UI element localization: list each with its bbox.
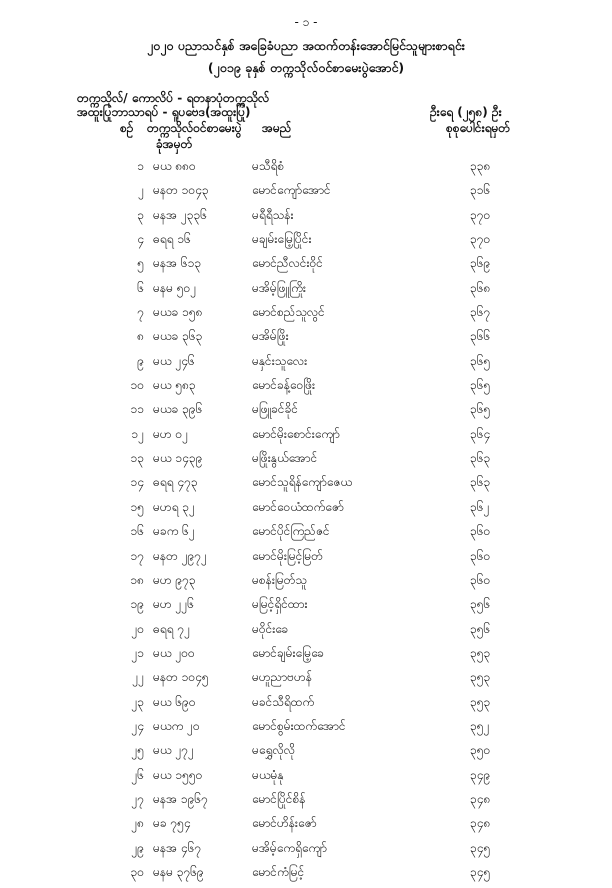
table-row [0, 742, 612, 766]
row-number: ၁၇ [130, 548, 144, 563]
roll-number: မယ ၂၄၆ [153, 353, 195, 368]
column-header-marks: စုစုပေါင်းရမှတ် [446, 121, 511, 135]
table-row [0, 840, 612, 864]
roll-number: မဟ ၂၂၆ [153, 597, 194, 612]
table-row [0, 207, 612, 231]
roll-number: မယက ၂၀ [153, 718, 200, 733]
student-name: မောင်ညီလင်းဝိုင် [252, 256, 323, 271]
student-name: မောင်ဟိန်းဇော် [252, 816, 317, 831]
row-number: ၂၃ [131, 694, 144, 709]
table-row [0, 621, 612, 645]
total-marks: ၃၃၈ [470, 159, 491, 173]
total-marks: ၃၆၄ [470, 426, 491, 441]
roll-number: မနအ ၁၉၆၇ [153, 791, 208, 806]
row-number: ၆ [137, 280, 144, 295]
roll-number: မနမ ၃၇၆၉ [153, 864, 204, 879]
row-number: ၈ [137, 329, 144, 344]
subject-line: အထူးပြုဘာသာရပ် - ရူပဗေဒ(အထူးပြု) [77, 105, 251, 119]
table-row [0, 864, 612, 888]
total-marks: ၃၆၆ [470, 329, 491, 344]
table-row [0, 401, 612, 425]
total-marks: ၃၅၆ [470, 597, 491, 612]
row-number: ၅ [137, 256, 144, 271]
roll-number: မယ ၁၅၅၀ [153, 767, 203, 782]
student-name: မောင်ပြိုင်စိန် [252, 791, 306, 806]
row-number: ၃ [137, 207, 144, 222]
table-row [0, 791, 612, 815]
total-marks: ၃၆၅ [470, 353, 491, 368]
student-name: မောင်သူရိန်ကျော်ဇေယ [252, 475, 353, 490]
roll-number: မယ ၂၇၂ [153, 743, 194, 758]
total-marks: ၃၆၈ [470, 280, 491, 295]
roll-number: မယခ ၃၆၃ [153, 329, 203, 344]
total-marks: ၃၅၆ [470, 621, 491, 636]
roll-number: ဓရရ ၁၆ [153, 232, 191, 247]
column-header-roll: တက္ကသိုလ်ဝင်စာမေးပွဲ [147, 121, 242, 135]
table-row [0, 158, 612, 182]
table-row [0, 767, 612, 791]
row-number: ၇ [137, 305, 144, 320]
roll-number: မယ ၈၈၀ [153, 159, 196, 173]
table-row [0, 499, 612, 523]
roll-number: မဟ ၀၂ [153, 426, 189, 441]
table-row [0, 377, 612, 401]
table-row [0, 255, 612, 279]
row-number: ၂၄ [131, 718, 144, 733]
student-name: မောင်စွမ်းထက်အောင် [252, 718, 346, 733]
student-name: မဟူညာဗဟန် [252, 670, 312, 685]
results-table [0, 158, 612, 888]
table-row [0, 304, 612, 328]
table-row [0, 523, 612, 547]
total-marks: ၃၁၆ [470, 183, 491, 198]
table-row [0, 474, 612, 498]
row-number: ၁၈ [130, 572, 144, 587]
student-name: မောင်ပိုင်ကြည်ဇင် [252, 524, 330, 539]
row-number: ၂၀ [131, 621, 144, 636]
student-name: မရီရီသန်း [252, 207, 294, 222]
roll-number: မနအ ၆၁၃ [153, 256, 202, 271]
row-number: ၁၆ [130, 524, 144, 539]
roll-number: မယ ၁၄၃၉ [153, 451, 203, 466]
table-row [0, 353, 612, 377]
roll-number: မယ ၅၈၃ [153, 378, 196, 393]
total-count: ဦးရေ (၂၅၈) ဦး [430, 105, 502, 119]
student-name: မောင်စည်သူလွင် [252, 305, 325, 320]
student-name: မဖြိုးနွယ်အောင် [252, 451, 318, 466]
total-marks: ၃၅၃ [470, 645, 491, 660]
total-marks: ၃၆၃ [470, 475, 491, 490]
column-header-roll-line2: ခုံအမှတ် [156, 137, 193, 151]
row-number: ၁၂ [131, 426, 144, 441]
student-name: မစန်းမြတ်သူ [252, 572, 308, 587]
roll-number: မယခ ၃၉၆ [153, 402, 203, 417]
table-row [0, 548, 612, 572]
total-marks: ၃၄၈ [470, 816, 491, 831]
student-name: မယမုံနု [252, 767, 284, 782]
student-name: မအိမ့်ကေရှိကျော် [252, 840, 327, 855]
total-marks: ၃၄၈ [470, 791, 491, 806]
student-name: မခင်သီရိထက် [252, 694, 315, 709]
student-name: မရွှေလိုလို [252, 743, 295, 758]
row-number: ၁၃ [130, 451, 144, 466]
row-number: ၂၉ [131, 840, 144, 855]
total-marks: ၃၆၂ [470, 499, 490, 514]
student-name: မောင်မိုးစောင်းကျော် [252, 426, 340, 441]
roll-number: ဓရရ ၇၂ [153, 621, 190, 636]
roll-number: မယခ ၁၅၈ [153, 305, 203, 320]
row-number: ၁၅ [130, 499, 144, 514]
roll-number: မနအ ၂၃၃၆ [153, 207, 208, 222]
student-name: မောင်ကံမြင့် [252, 864, 305, 879]
student-name: မအိမ့်ဖြူကြိုး [252, 280, 306, 295]
total-marks: ၃၅၃ [470, 670, 491, 685]
table-row [0, 328, 612, 352]
row-number: ၁ [137, 159, 144, 173]
roll-number: မနအ ၄၆၇ [153, 840, 202, 855]
total-marks: ၃၄၉ [470, 767, 491, 782]
row-number: ၂၅ [131, 743, 144, 758]
total-marks: ၃၆၀ [470, 572, 491, 587]
total-marks: ၃၆၉ [470, 256, 491, 271]
student-name: မောင်ဝေယံထက်ဇော် [252, 499, 344, 514]
student-name: မောင်မိုးမြင့်မြတ် [252, 548, 323, 563]
row-number: ၁၀ [130, 378, 144, 393]
row-number: ၁၉ [130, 597, 144, 612]
roll-number: မနတ ၁၀၄၅ [153, 670, 209, 685]
table-row [0, 572, 612, 596]
total-marks: ၃၄၅ [470, 840, 491, 855]
table-row [0, 694, 612, 718]
roll-number: မနတ ၂၉၇၂ [153, 548, 207, 563]
document-title: ၂၀၂၀ ပညာသင်နှစ် အခြေခံပညာ အထက်တန်းအောင်မြင်သူများစာရင်း [147, 38, 465, 53]
table-row [0, 231, 612, 255]
row-number: ၂၇ [131, 791, 144, 806]
total-marks: ၃၆၀ [470, 548, 491, 563]
table-row [0, 669, 612, 693]
row-number: ၂၆ [131, 767, 144, 782]
row-number: ၂၂ [132, 670, 144, 685]
table-row [0, 182, 612, 206]
column-header-name: အမည် [262, 121, 292, 135]
total-marks: ၃၄၅ [470, 864, 491, 879]
roll-number: မဟ ၉၇၃ [153, 572, 196, 587]
column-header-no: စဉ် [120, 121, 134, 135]
student-name: မသီရိစံ [252, 159, 285, 173]
student-name: မမြင့်ရှိင်ထား [252, 597, 308, 612]
student-name: မချမ်းမြေ့ပြိုင်း [252, 232, 312, 247]
table-row [0, 815, 612, 839]
total-marks: ၃၅၃ [470, 694, 491, 709]
roll-number: မယ ၂၀၀ [153, 645, 195, 660]
row-number: ၉ [137, 353, 144, 368]
table-row [0, 596, 612, 620]
roll-number: မနမ ၅၀၂ [153, 280, 197, 295]
student-name: မောင်ခန့်ဝေဖြိုး [252, 378, 316, 393]
total-marks: ၃၆၅ [470, 402, 491, 417]
table-row [0, 450, 612, 474]
student-name: မောင်ကျော်အောင် [252, 183, 331, 198]
row-number: ၂၈ [131, 816, 144, 831]
total-marks: ၃၆၃ [470, 451, 491, 466]
student-name: မောင်ချမ်းမြေ့ခေ [252, 645, 324, 660]
roll-number: မခက ၆၂ [153, 524, 195, 539]
university-line: တက္ကသိုလ်/ ကောလိပ် - ရတနာပုံတက္ကသိုလ် [77, 91, 270, 105]
total-marks: ၃၆၀ [470, 524, 491, 539]
table-row [0, 426, 612, 450]
row-number: ၁၄ [130, 475, 144, 490]
roll-number: မယ ၆၉၀ [153, 694, 196, 709]
row-number: ၄ [137, 232, 144, 247]
student-name: မဖြူခင်ခိုင် [252, 402, 298, 417]
document-subtitle: (၂၀၁၉ ခုနှစ် တက္ကသိုလ်ဝင်စာမေးပွဲအောင်) [207, 60, 405, 75]
total-marks: ၃၅၂ [470, 718, 490, 733]
table-row [0, 280, 612, 304]
roll-number: မဟရ ၃၂ [153, 499, 195, 514]
row-number: ၂၁ [131, 645, 144, 660]
row-number: ၁၁ [130, 402, 144, 417]
roll-number: မခ ၇၅၄ [153, 816, 191, 831]
student-name: မနှင်းသူလေး [252, 353, 308, 368]
table-row [0, 718, 612, 742]
page-number: - ၁ - [294, 15, 318, 29]
roll-number: မနတ ၁၀၄၃ [153, 183, 209, 198]
total-marks: ၃၆၅ [470, 378, 491, 393]
total-marks: ၃၆၇ [470, 305, 491, 320]
total-marks: ၃၇၀ [470, 207, 491, 222]
table-row [0, 645, 612, 669]
student-name: မဝိုင်းခေ [252, 621, 289, 636]
row-number: ၂ [138, 183, 144, 198]
row-number: ၃၀ [130, 864, 144, 879]
total-marks: ၃၇၀ [470, 232, 491, 247]
student-name: မအိမ်ဖြိုး [252, 329, 289, 344]
total-marks: ၃၅၀ [470, 743, 491, 758]
roll-number: ဓရရ ၄၇၃ [153, 475, 198, 490]
